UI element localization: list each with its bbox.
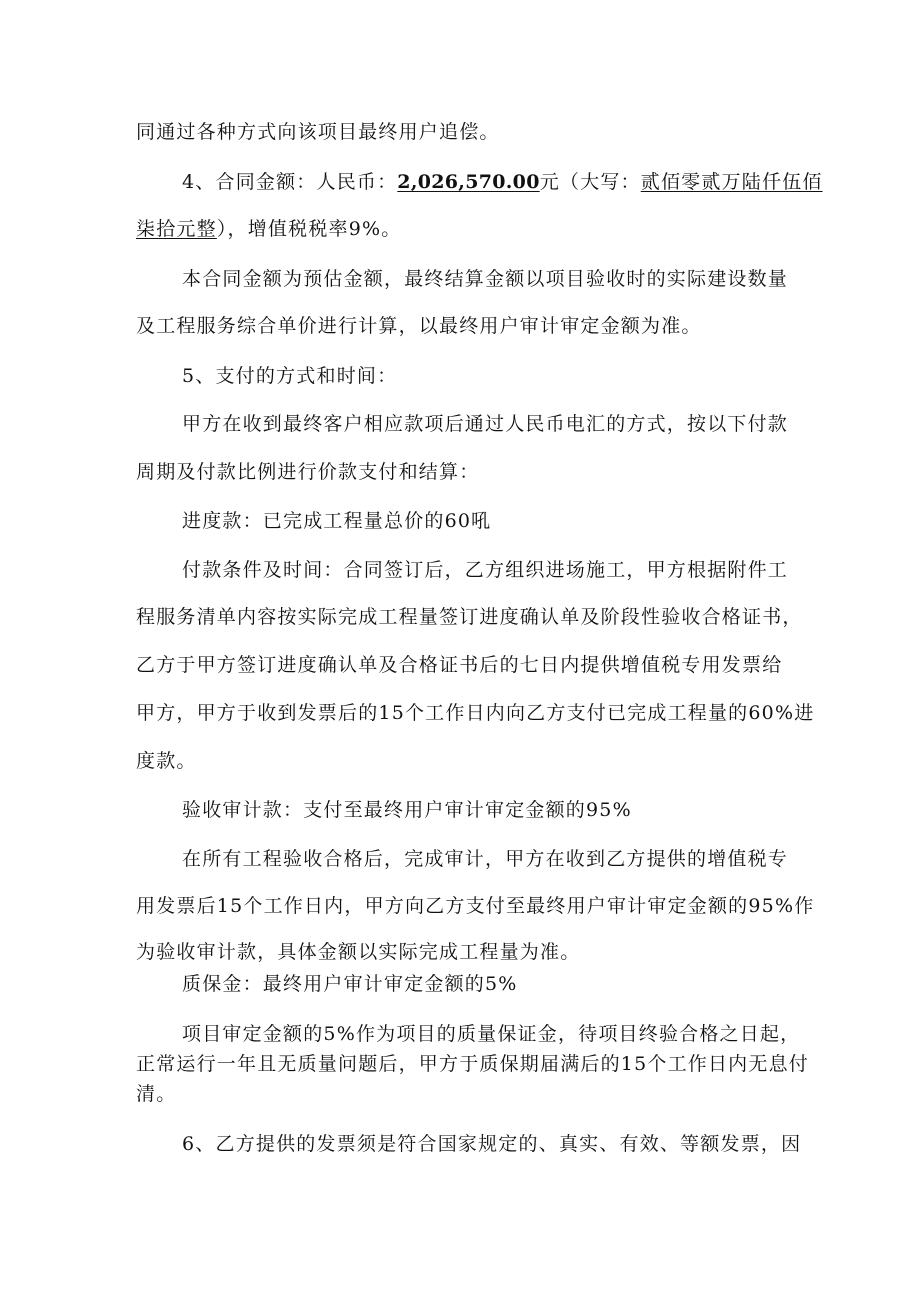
paragraph-line-14: 度款。 — [136, 750, 197, 772]
paragraph-line-21: 正常运行一年且无质量问题后，甲方于质保期届满后的15个工作日内无息付 — [136, 1053, 809, 1075]
paragraph-line-18: 为验收审计款，具体金额以实际完成工程量为准。 — [136, 941, 581, 963]
contract-amount-label: 4、合同金额：人民币： — [182, 171, 398, 193]
paragraph-line-22: 清。 — [136, 1083, 177, 1105]
paragraph-line-1: 同通过各种方式向该项目最终用户追偿。 — [136, 121, 500, 143]
section-heading-payment: 5、支付的方式和时间： — [182, 365, 398, 387]
paragraph-line-12: 乙方于甲方签订进度确认单及合格证书后的七日内提供增值税专用发票给 — [136, 654, 783, 676]
paragraph-line-5: 及工程服务综合单价进行计算，以最终用户审计审定金额为准。 — [136, 315, 702, 337]
contract-amount-upper-label: 元（大写： — [539, 171, 641, 193]
contract-amount-value: 2,026,570.00 — [397, 171, 540, 193]
progress-payment-heading: 进度款：已完成工程量总价的60吼 — [182, 510, 492, 532]
paragraph-line-16: 在所有工程验收合格后，完成审计，甲方在收到乙方提供的增值税专 — [182, 848, 789, 870]
tax-rate-text: ），增值税税率9%。 — [216, 218, 402, 240]
paragraph-line-10: 付款条件及时间：合同签订后，乙方组织进场施工，甲方根据附件工 — [182, 559, 789, 581]
contract-amount-line-2 — [136, 217, 401, 241]
paragraph-line-23: 6、乙方提供的发票须是符合国家规定的、真实、有效、等额发票，因 — [182, 1133, 802, 1155]
paragraph-line-13: 甲方，甲方于收到发票后的15个工作日内向乙方支付已完成工程量的60%进 — [136, 702, 815, 724]
paragraph-line-11: 程服务清单内容按实际完成工程量签订进度确认单及阶段性验收合格证书， — [136, 606, 803, 628]
contract-amount-upper-part2: 柒拾元整 — [136, 218, 217, 240]
paragraph-line-17: 用发票后15个工作日内，甲方向乙方支付至最终用户审计审定金额的95%作 — [136, 895, 815, 917]
paragraph-line-20: 项目审定金额的5%作为项目的质量保证金，待项目终验合格之日起， — [182, 1023, 801, 1045]
warranty-heading: 质保金：最终用户审计审定金额的5% — [182, 973, 518, 995]
paragraph-line-4: 本合同金额为预估金额，最终结算金额以项目验收时的实际建设数量 — [182, 268, 789, 290]
acceptance-audit-heading: 验收审计款：支付至最终用户审计审定金额的95% — [182, 799, 632, 821]
paragraph-line-7: 甲方在收到最终客户相应款项后通过人民币电汇的方式，按以下付款 — [182, 413, 789, 435]
paragraph-line-8: 周期及付款比例进行价款支付和结算： — [136, 461, 480, 483]
contract-amount-upper-part1: 贰佰零贰万陆仟伍佰 — [640, 171, 823, 193]
contract-amount-line — [182, 170, 823, 194]
